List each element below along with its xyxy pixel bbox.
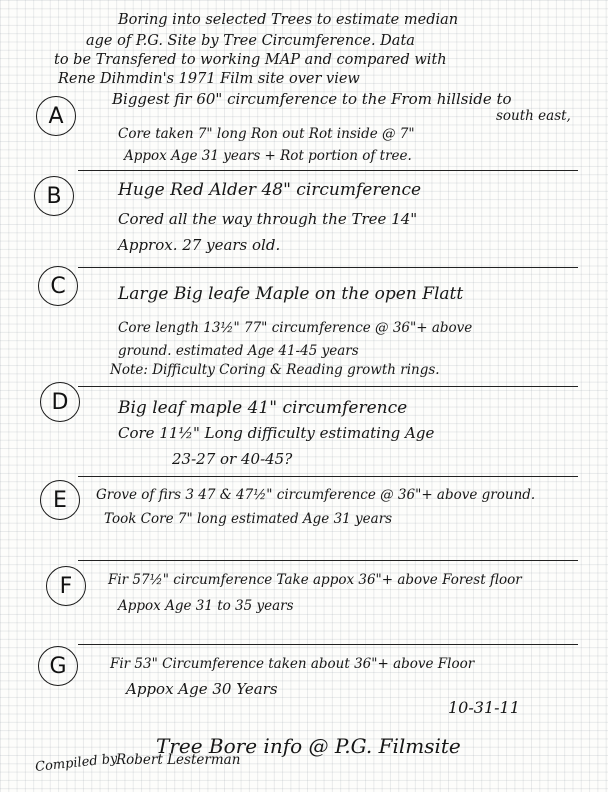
- entry-marker-b: B: [34, 176, 74, 216]
- entry-d-line-3: 23-27 or 40-45?: [172, 450, 293, 468]
- entry-d-line-2: Core 11½" Long difficulty estimating Age: [118, 424, 435, 442]
- author-name: Robert Lesterman: [116, 752, 241, 768]
- entry-g-line-1: Fir 53" Circumference taken about 36"+ above Floor: [110, 656, 475, 672]
- entry-e-line-1: Grove of firs 3 47 & 47½" circumference @ 36"+ above ground.: [96, 487, 536, 503]
- entry-divider: [78, 560, 578, 561]
- entry-b-line-3: Approx. 27 years old.: [118, 236, 281, 254]
- entry-marker-c: C: [38, 266, 78, 306]
- entry-f-line-1: Fir 57½" circumference Take appox 36"+ above Forest floor: [108, 572, 522, 588]
- entry-a-line-1: Biggest fir 60" circumference to the From hillside to: [112, 90, 512, 108]
- header-line-3: to be Transfered to working MAP and compared with: [54, 52, 447, 68]
- entry-c-line-3: ground. estimated Age 41-45 years: [118, 343, 359, 359]
- entry-a-line-2: south east,: [496, 108, 571, 124]
- entry-marker-d: D: [40, 382, 80, 422]
- entry-b-line-1: Huge Red Alder 48" circumference: [118, 180, 422, 200]
- header-line-4: Rene Dihmdin's 1971 Film site over view: [58, 71, 360, 87]
- header-line-1: Boring into selected Trees to estimate median: [118, 12, 459, 28]
- entry-c-line-1: Large Big leafe Maple on the open Flatt: [118, 284, 464, 304]
- compiled-by-label: Compiled by: [34, 751, 119, 775]
- entry-marker-a: A: [36, 96, 76, 136]
- date: 10-31-11: [448, 698, 520, 717]
- footer-title: Tree Bore info @ P.G. Filmsite: [156, 734, 461, 758]
- entry-c-line-2: Core length 13½" 77" circumference @ 36"+ above: [118, 320, 473, 336]
- entry-g-line-2: Appox Age 30 Years: [126, 680, 278, 698]
- entry-divider: [78, 267, 578, 268]
- entry-c-line-4: Note: Difficulty Coring & Reading growth rings.: [110, 362, 440, 378]
- header-line-2: age of P.G. Site by Tree Circumference. Data: [86, 33, 415, 49]
- entry-a-line-4: Appox Age 31 years + Rot portion of tree.: [124, 148, 412, 164]
- entry-divider: [78, 170, 578, 171]
- entry-divider: [78, 386, 578, 387]
- entry-marker-e: E: [40, 480, 80, 520]
- entry-b-line-2: Cored all the way through the Tree 14": [118, 210, 418, 228]
- entry-d-line-1: Big leaf maple 41" circumference: [118, 398, 408, 418]
- entry-f-line-2: Appox Age 31 to 35 years: [118, 598, 294, 614]
- entry-divider: [78, 476, 578, 477]
- entry-divider: [78, 644, 578, 645]
- entry-marker-g: G: [38, 646, 78, 686]
- entry-marker-f: F: [46, 566, 86, 606]
- entry-a-line-3: Core taken 7" long Ron out Rot inside @ 7": [118, 126, 415, 142]
- entry-e-line-2: Took Core 7" long estimated Age 31 years: [104, 511, 393, 527]
